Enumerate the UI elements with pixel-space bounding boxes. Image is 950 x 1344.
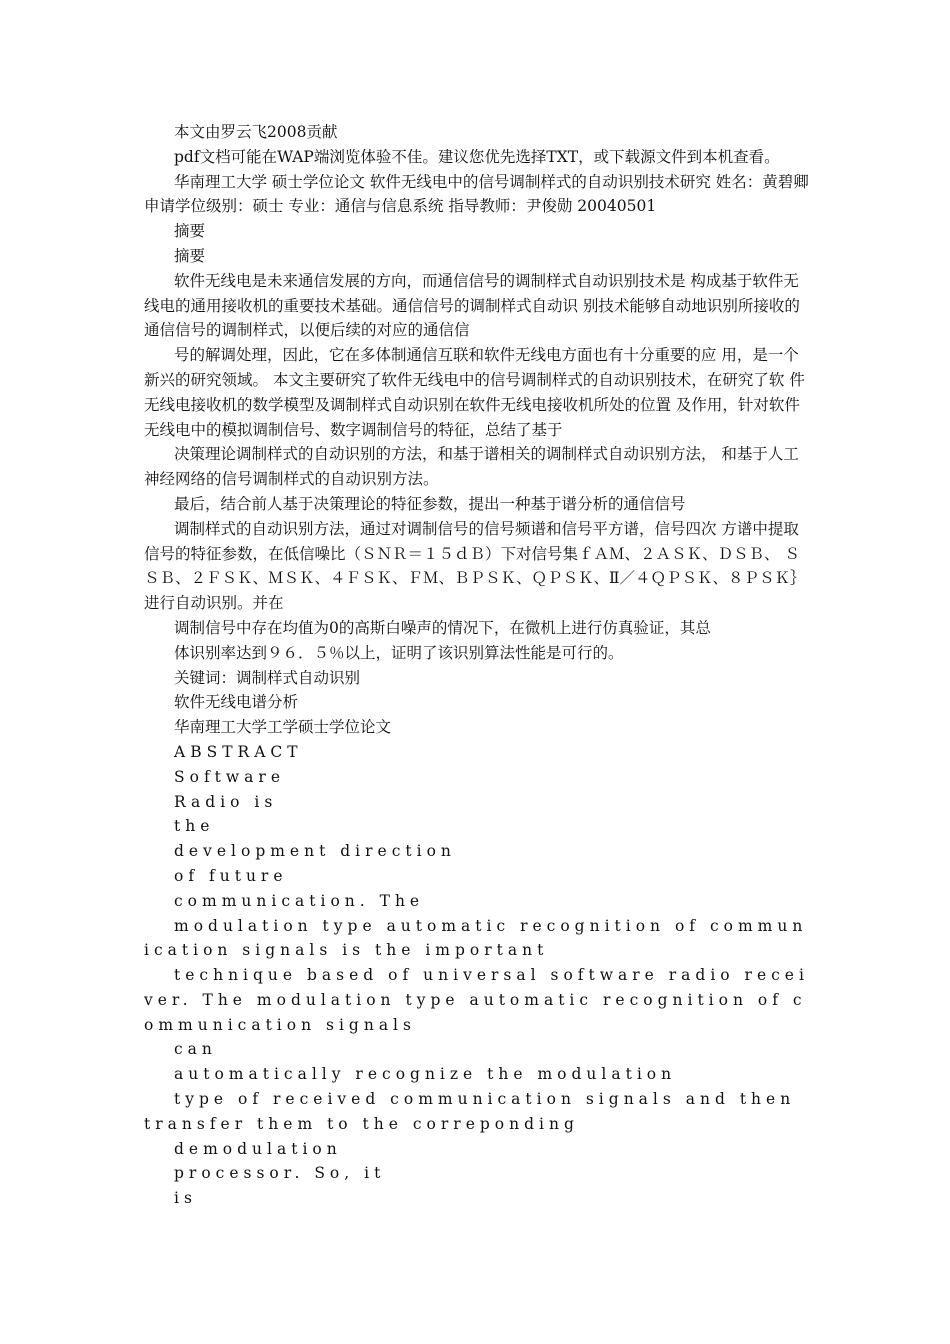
abstract-line: automatically recognize the modulation — [174, 1065, 677, 1084]
abstract-line: development direction — [174, 842, 456, 861]
paragraph: 体识别率达到９６．５％以上，证明了该识别算法性能是可行的。 — [174, 643, 624, 662]
section-heading: 摘要 — [174, 222, 206, 241]
abstract-line: technique based of universal software radio receiver. The modulation type automatic recognition of communication signals — [144, 966, 809, 1034]
abstract-line: demodulation — [174, 1139, 342, 1158]
paragraph: 最后，结合前人基于决策理论的特征参数，提出一种基于谱分析的通信信号 — [174, 494, 686, 513]
contributor-line: 本文由罗云飞2008贡献 — [174, 123, 338, 141]
keywords: 关键词：调制样式自动识别 — [174, 668, 361, 687]
paragraph: 软件无线电是未来通信发展的方向，而通信信号的调制样式自动识别技术是 构成基于软件无线电的通用接收机的重要技术基础。通信信号的调制样式自动识 别技术能够自动地识别所接收的通信信号的调制样式，以便后续的对应的通信信 — [144, 271, 800, 340]
abstract-line: type of received communication signals and then transfer them to the correponding — [144, 1090, 806, 1133]
thesis-info: 华南理工大学 硕士学位论文 软件无线电中的信号调制样式的自动识别技术研究 姓名：黄碧卿 申请学位级别：硕士 专业：通信与信息系统 指导教师：尹俊勋 20040501 — [144, 172, 814, 216]
paragraph: 调制信号中存在均值为0的高斯白噪声的情况下，在微机上进行仿真验证，其总 — [174, 618, 711, 637]
abstract-line: the — [174, 817, 215, 836]
abstract-line: Software — [174, 767, 286, 786]
paragraph: 调制样式的自动识别方法，通过对调制信号的信号频谱和信号平方谱，信号四次 方谱中提取信号的特征参数，在低信噪比（ＳＮＲ＝１５ｄＢ）下对信号集ｆＡＭ、２ＡＳＫ、ＤＳＢ、 ＳＳＢ、２ＦＳＫ、ＭＳＫ、４ＦＳＫ、ＦＭ、ＢＰＳＫ、ＱＰＳＫ、Ⅱ／４ＱＰＳＫ、８ＰＳＫ｝进行自动识别。并在 — [144, 519, 806, 613]
abstract-line: communication. The — [174, 891, 425, 910]
paragraph: 号的解调处理，因此，它在多体制通信互联和软件无线电方面也有十分重要的应 用，是一个新兴的研究领域。 本文主要研究了软件无线电中的信号调制样式的自动识别技术，在研究了软 件无线电接收机的数学模型及调制样式自动识别在软件无线电接收机所处的位置 及作用，针对软件无线电中的模拟调制信号、数字调制信号的特征，总结了基于 — [144, 346, 805, 439]
abstract-line: is — [174, 1189, 197, 1208]
abstract-line: of future — [174, 866, 288, 885]
abstract-line: modulation type automatic recognition of communication signals is the important — [144, 916, 808, 960]
pdf-notice: pdf文档可能在WAP端浏览体验不佳。建议您优先选择TXT，或下载源文件到本机查看。 — [174, 147, 780, 166]
paragraph: 决策理论调制样式的自动识别的方法，和基于谱相关的调制样式自动识别方法， 和基于人工神经网络的信号调制样式的自动识别方法。 — [144, 445, 799, 489]
section-heading: 摘要 — [174, 246, 206, 265]
keywords-continued: 软件无线电谱分析 — [174, 693, 299, 712]
page-header-text: 华南理工大学工学硕士学位论文 — [174, 718, 392, 737]
abstract-line: processor. So, it — [174, 1164, 386, 1183]
abstract-line: Radio is — [174, 792, 278, 811]
abstract-heading: ABSTRACT — [174, 742, 303, 761]
abstract-line: can — [174, 1040, 217, 1059]
document-body — [0, 120, 950, 1211]
